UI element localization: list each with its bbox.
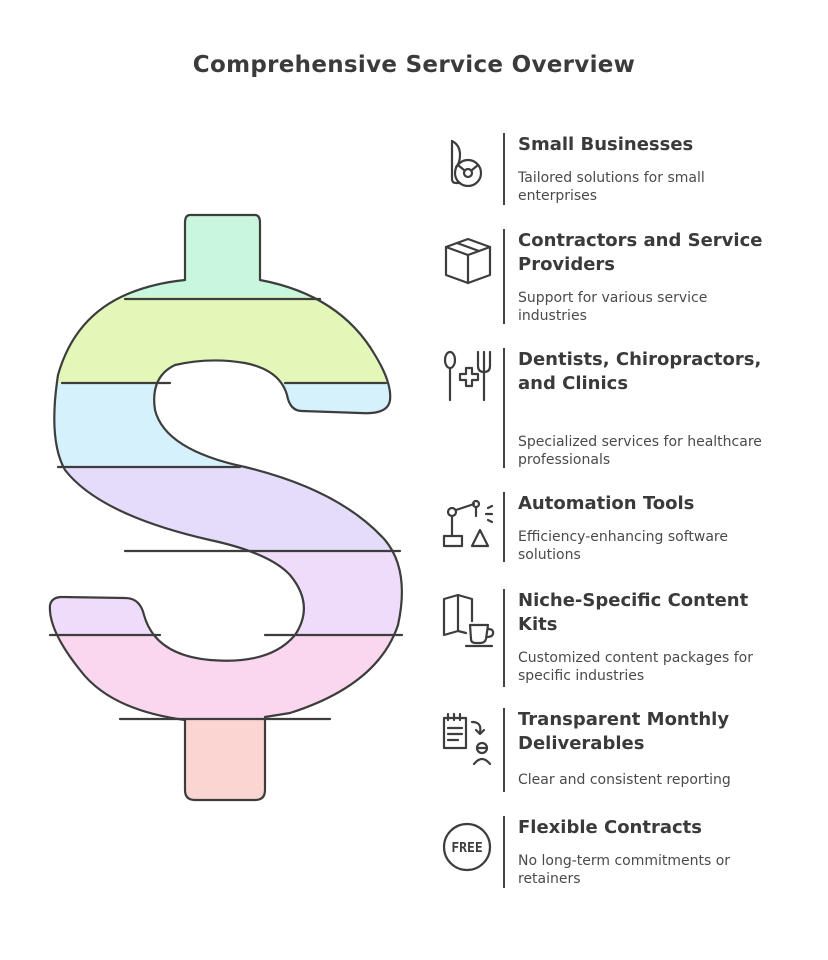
band-4 xyxy=(40,467,410,551)
item-description: Customized content packages for specific industries xyxy=(518,650,753,684)
item-title: Flexible Contracts xyxy=(518,817,702,838)
band-2 xyxy=(40,297,410,383)
band-3 xyxy=(40,383,410,467)
divider-line xyxy=(503,348,505,468)
divider-line xyxy=(503,708,505,792)
dollar-sign-graphic xyxy=(40,205,410,815)
item-description: Clear and consistent reporting xyxy=(518,772,731,788)
band-6 xyxy=(40,635,410,719)
item-title: Small Businesses xyxy=(518,134,694,155)
box-icon xyxy=(438,231,496,289)
brush-palette-icon xyxy=(438,135,496,193)
divider-line xyxy=(503,816,505,888)
band-5 xyxy=(40,551,410,635)
item-description: Efficiency-enhancing software solutions xyxy=(518,529,728,563)
item-description: Specialized services for healthcare professionals xyxy=(518,434,762,468)
item-title: Contractors and Service Providers xyxy=(518,230,763,275)
robot-arm-icon xyxy=(438,494,496,552)
item-title: Niche-Specific Content Kits xyxy=(518,590,749,635)
medical-utensils-icon xyxy=(438,348,496,406)
page-title: Comprehensive Service Overview xyxy=(192,52,636,78)
item-title: Dentists, Chiropractors, and Clinics xyxy=(518,349,762,394)
item-title: Automation Tools xyxy=(518,493,695,514)
item-description: No long-term commitments or retainers xyxy=(518,853,731,887)
book-cup-icon xyxy=(438,591,496,649)
divider-line xyxy=(503,492,505,562)
report-person-icon xyxy=(438,710,496,768)
band-1 xyxy=(40,205,410,297)
free-badge-text: FREE xyxy=(451,841,483,856)
item-title: Transparent Monthly Deliverables xyxy=(518,709,730,754)
divider-line xyxy=(503,229,505,324)
item-description: Tailored solutions for small enterprises xyxy=(518,170,705,204)
free-badge-icon xyxy=(438,818,496,876)
item-description: Support for various service industries xyxy=(518,290,708,324)
divider-line xyxy=(503,589,505,687)
divider-line xyxy=(503,133,505,205)
